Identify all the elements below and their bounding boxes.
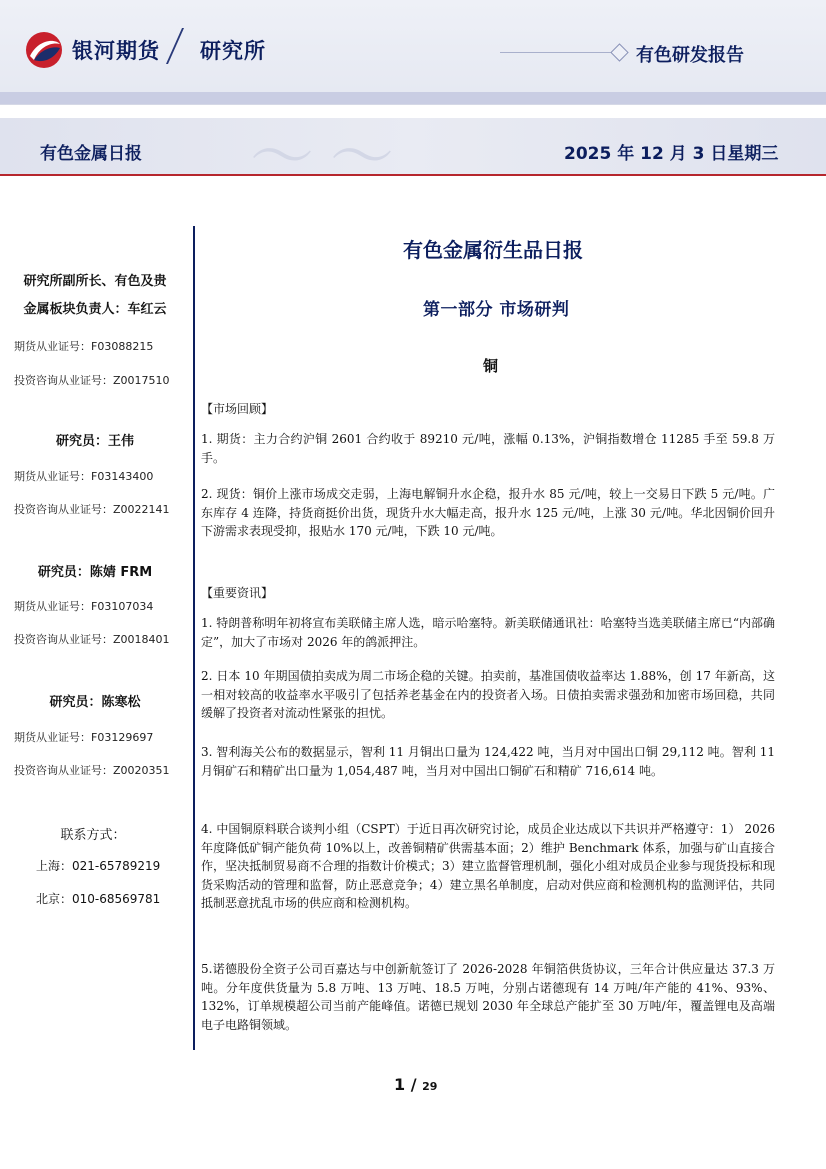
consult-license: 投资咨询从业证号：Z0017510	[14, 374, 170, 387]
analyst-role: 研究所副所长、有色及贵	[23, 274, 167, 289]
review-paragraph: 2. 现货：铜价上涨市场成交走弱，上海电解铜升水企稳，报升水 85 元/吨，较上一交易日下跌 5 元/吨。广东库存 4 连降，持货商挺价出货，现货升水大幅走高，报升水 125 元/吨，上涨 30 元/吨。华北因铜价回升下游需求表现受抑，报贴水 170 元/吨，下跌 10 元/吨。	[201, 487, 775, 538]
header-divider	[0, 104, 826, 105]
futures-license: 期货从业证号：F03088215	[14, 340, 154, 353]
futures-license: 期货从业证号：F03107034	[14, 600, 154, 613]
institute-name: 研究所	[200, 39, 266, 63]
analyst-block-2	[0, 428, 190, 456]
consult-license: 投资咨询从业证号：Z0020351	[14, 764, 170, 777]
report-date: 2025 年 12 月 3 日星期三	[564, 144, 779, 164]
futures-license: 期货从业证号：F03129697	[14, 731, 154, 744]
section-key-news: 【重要资讯】	[201, 586, 274, 600]
report-type-rule	[500, 52, 618, 53]
analyst-role: 金属板块负责人：车红云	[23, 302, 167, 317]
analyst-role: 研究员：陈寒松	[49, 695, 141, 710]
consult-license: 投资咨询从业证号：Z0018401	[14, 633, 170, 646]
report-type: 有色研发报告	[636, 45, 744, 66]
analyst-block-4	[0, 689, 190, 717]
news-paragraph: 3. 智利海关公布的数据显示，智利 11 月铜出口量为 124,422 吨，当月对中国出口铜 29,112 吨。智利 11 月铜矿石和精矿出口量为 1,054,487 吨，当月对中国出口铜矿石和精矿 716,614 吨。	[201, 745, 775, 778]
page-number	[394, 1075, 437, 1094]
metal-heading: 铜	[483, 357, 499, 375]
analyst-role: 研究员：陈婧 FRM	[37, 565, 153, 580]
section-market-review: 【市场回顾】	[201, 402, 274, 416]
watermark-swoosh: 〜	[330, 121, 394, 174]
news-paragraph: 2. 日本 10 年期国债拍卖成为周二市场企稳的关键。拍卖前，基准国债收益率达 1.88%，创 17 年新高，这一相对较高的收益率水平吸引了包括养老基金在内的投资者入场。日债拍卖需求强劲和加密市场回稳，共同缓解了投资者对流动性紧张的担忧。	[201, 669, 775, 720]
analyst-block-3	[0, 559, 190, 587]
analyst-block-1	[0, 268, 190, 324]
futures-license: 期货从业证号：F03143400	[14, 470, 154, 483]
review-paragraph: 1. 期货：主力合约沪铜 2601 合约收于 89210 元/吨，涨幅 0.13%，沪铜指数增仓 11285 手至 59.8 万手。	[201, 432, 775, 465]
watermark-swoosh: 〜	[250, 121, 314, 174]
current-page: 1	[394, 1075, 406, 1094]
analyst-role: 研究员：王伟	[55, 434, 134, 449]
news-paragraph: 4. 中国铜原料联合谈判小组（CSPT）于近日再次研究讨论，成员企业达成以下共识并严格遵守：1） 2026 年度降低矿铜产能负荷 10%以上，改善铜精矿供需基本面；2）维护 Benchmark 体系，加强与矿山直接合作，坚决抵制贸易商不合理的指数计价模式；3）建立监督管理机制，强化小组对成员企业参与现货投标和现货采购活动的管理和监督，防止恶意竞争；4）建立黑名单制度，启动对供应商和检测机构的监测评估，共同抵制恶意扰乱市场的供应商和检测机构。	[201, 822, 775, 910]
contact-beijing: 北京：010-68569781	[36, 892, 161, 906]
total-pages: 29	[422, 1080, 438, 1093]
contact-title: 联系方式：	[60, 828, 126, 843]
part-title: 第一部分 市场研判	[423, 300, 570, 320]
header-stripe	[0, 92, 826, 104]
page-separator: /	[410, 1075, 417, 1094]
news-paragraph: 5.诺德股份全资子公司百嘉达与中创新航签订了 2026-2028 年铜箔供货协议，三年合计供应量达 37.3 万吨。分年度供货量为 5.8 万吨、13 万吨、18.5 万吨，分别占诺德现有 14 万吨/年产能的 41%、93%、132%，订单规模超公司当前产能峰值。诺德已规划 2030 年全球总产能扩至 30 万吨/年，覆盖锂电及高端电子电路铜领域。	[201, 962, 775, 1032]
title-red-rule	[0, 174, 826, 176]
contact-shanghai: 上海：021-65789219	[36, 859, 161, 873]
brand-name: 银河期货	[72, 39, 160, 63]
consult-license: 投资咨询从业证号：Z0022141	[14, 503, 170, 516]
galaxy-logo-icon	[24, 30, 64, 70]
sidebar-divider	[193, 226, 195, 1050]
main-title: 有色金属衍生品日报	[403, 238, 583, 262]
news-paragraph: 1. 特朗普称明年初将宣布美联储主席人选，暗示哈塞特。新美联储通讯社：哈塞特当选美联储主席已“内部确定”，加大了市场对 2026 年的鸽派押注。	[201, 616, 775, 649]
daily-report-title: 有色金属日报	[40, 144, 142, 164]
